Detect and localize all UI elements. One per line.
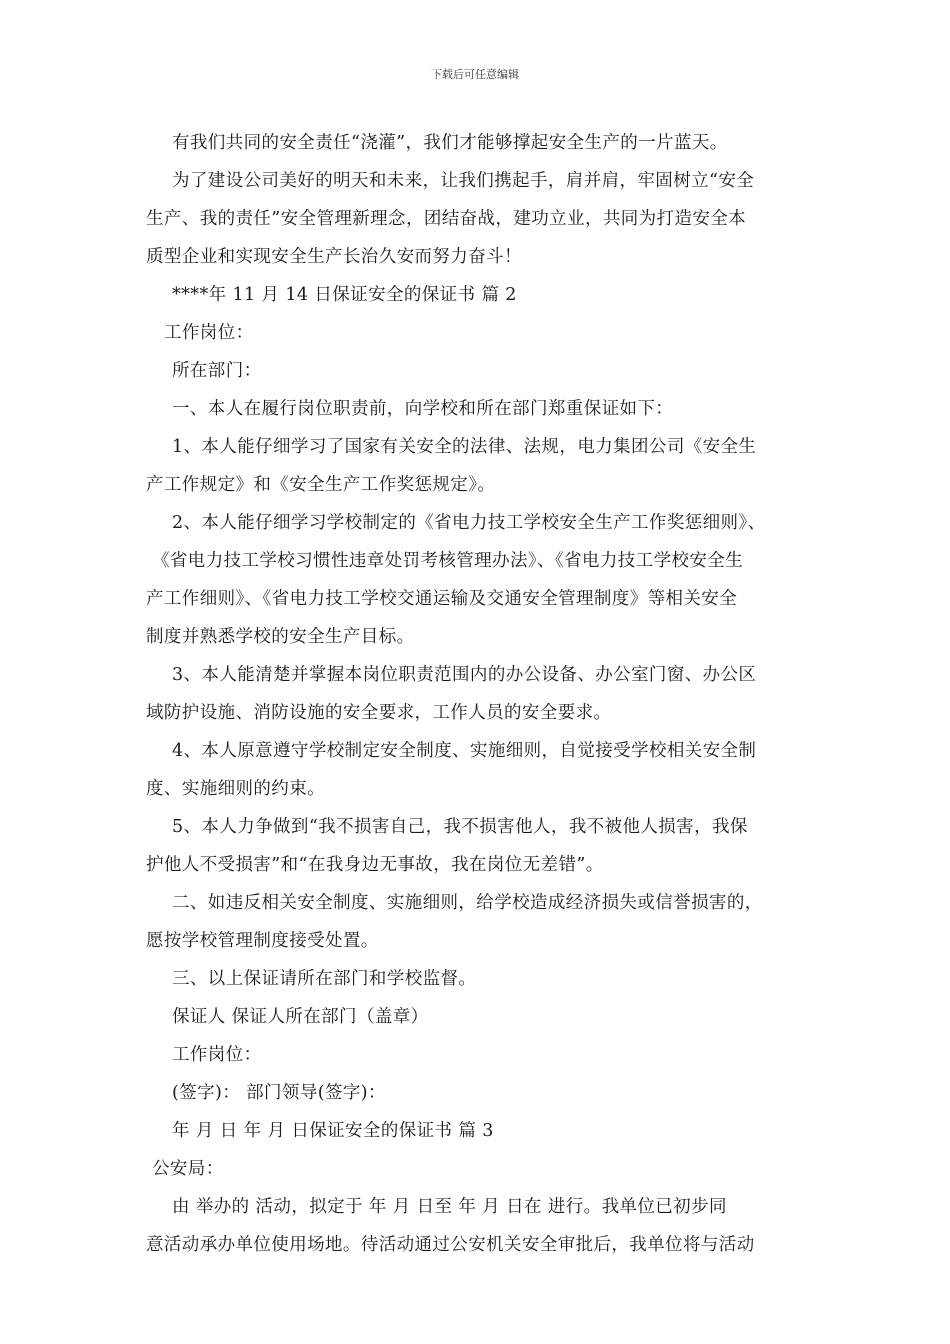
page-header: 下载后可任意编辑 [431,68,519,81]
text-line: 5、本人力争做到“我不损害自己，我不损害他人，我不被他人损害，我保 [172,817,748,837]
text-line: 三、以上保证请所在部门和学校监督。 [172,969,477,989]
text-line: 生产、我的责任”安全管理新理念，团结奋战，建功立业，共同为打造安全本 [146,209,747,229]
text-line: 工作岗位： [172,1045,262,1065]
text-line: 一、本人在履行岗位职责前，向学校和所在部门郑重保证如下： [172,399,674,419]
document-body [146,124,806,1264]
text-line: 质型企业和实现安全生产长治久安而努力奋斗！ [146,247,522,267]
text-line: ****年 11 月 14 日保证安全的保证书 篇 2 [172,285,517,305]
text-line: 域防护设施、消防设施的安全要求，工作人员的安全要求。 [146,703,612,723]
text-line: 保证人 保证人所在部门（盖章） [172,1007,429,1027]
text-line: 《省电力技工学校习惯性违章处罚考核管理办法》、《省电力技工学校安全生 [152,551,744,571]
text-line: (签字)： 部门领导(签字)： [172,1083,386,1103]
text-line: 3、本人能清楚并掌握本岗位职责范围内的办公设备、办公室门窗、办公区 [172,665,757,685]
text-line: 二、如违反相关安全制度、实施细则，给学校造成经济损失或信誉损害的， [172,893,763,913]
text-line: 愿按学校管理制度接受处置。 [146,931,379,951]
text-line: 制度并熟悉学校的安全生产目标。 [146,627,415,647]
text-line: 意活动承办单位使用场地。待活动通过公安机关安全审批后，我单位将与活动 [146,1235,755,1255]
text-line: 工作岗位： [164,323,254,343]
text-line: 公安局： [152,1159,224,1179]
text-line: 所在部门： [172,361,262,381]
text-line: 为了建设公司美好的明天和未来，让我们携起手，肩并肩，牢固树立“安全 [172,171,755,191]
text-line: 1、本人能仔细学习了国家有关安全的法律、法规，电力集团公司《安全生 [172,437,757,457]
text-line: 4、本人原意遵守学校制定安全制度、实施细则，自觉接受学校相关安全制 [172,741,757,761]
text-line: 产工作规定》和《安全生产工作奖惩规定》。 [146,475,496,495]
text-line: 有我们共同的安全责任“浇灌”，我们才能够撑起安全生产的一片蓝天。 [172,133,728,153]
text-line: 由 举办的 活动，拟定于 年 月 日至 年 月 日在 进行。我单位已初步同 [172,1197,727,1217]
text-line: 年 月 日 年 月 日保证安全的保证书 篇 3 [172,1121,494,1141]
text-line: 护他人不受损害”和“在我身边无事故，我在岗位无差错”。 [146,855,604,875]
text-line: 产工作细则》、《省电力技工学校交通运输及交通安全管理制度》等相关安全 [146,589,738,609]
text-line: 2、本人能仔细学习学校制定的《省电力技工学校安全生产工作奖惩细则》、 [172,513,766,533]
text-line: 度、实施细则的约束。 [146,779,325,799]
